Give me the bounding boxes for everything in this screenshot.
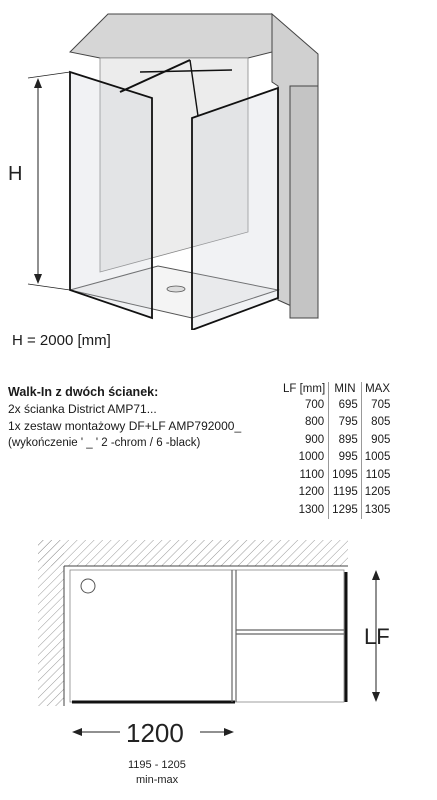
cell-max: 1105 [365,468,391,481]
width-arrow-right [224,728,234,736]
table-row [280,414,393,432]
product-title: Walk-In z dwóch ścianek: [8,385,159,399]
cell-min: 895 [329,431,362,449]
cell-min: 995 [329,449,362,467]
cell-max: 1305 [364,503,391,516]
height-ext-bottom [28,284,70,290]
cell-min: 1095 [329,466,362,484]
cell-lf: 800 [304,416,325,429]
table-row [280,396,393,414]
product-finish-note: (wykończenie ' _ ' 2 -chrom / 6 -black) [8,437,201,449]
size-table [280,382,393,519]
cell-min: 695 [329,396,362,414]
cell-lf: 900 [304,433,325,446]
height-label: H [8,163,23,185]
top-wall-hatch [38,540,348,566]
left-wall-hatch [38,540,64,706]
cell-max: 905 [371,433,391,446]
table-row [280,431,393,449]
front-glass-panel [192,88,278,330]
height-arrow-top [34,78,42,88]
cell-lf: 700 [304,398,325,411]
width-arrow-left [72,728,82,736]
table-row [280,449,393,467]
plan-view-drawing [30,536,400,800]
cell-max: 805 [371,416,391,429]
table-row [280,501,393,519]
table-row [280,466,393,484]
cell-lf: 1300 [298,503,325,516]
tray-outline [70,570,344,702]
right-wall-front [290,86,318,318]
height-arrow-bottom [34,274,42,284]
cell-lf: 1200 [298,486,325,499]
cell-lf: 1000 [298,451,325,464]
drain-circle [81,579,95,593]
product-line-2: 1x zestaw montażowy DF+LF AMP792000_ [8,419,242,433]
table-row [280,484,393,502]
header-min: MIN [329,382,362,396]
back-wall [70,14,272,58]
drain [167,286,185,292]
cell-lf: 1100 [299,468,325,481]
minmax-label: min-max [136,774,179,786]
product-info [8,384,288,452]
left-glass-panel [70,72,152,318]
width-range-label: 1195 - 1205 [128,759,186,771]
cell-min: 795 [329,414,362,432]
header-lf: LF [mm] [283,383,326,395]
lf-arrow-bottom [372,692,380,702]
cell-max: 705 [371,398,391,411]
cell-min: 1195 [329,484,362,502]
cell-max: 1005 [364,451,391,464]
cell-max: 1205 [364,486,391,499]
isometric-shower-drawing [0,0,437,330]
width-label: 1200 [126,718,184,748]
size-table-header [280,382,393,396]
cell-min: 1295 [329,501,362,519]
height-ext-top [28,72,70,78]
lf-arrow-top [372,570,380,580]
lf-label: LF [364,624,390,649]
height-caption: H = 2000 [mm] [12,332,111,349]
product-line-1: 2x ścianka District AMP71... [8,402,157,416]
header-max: MAX [365,383,391,395]
